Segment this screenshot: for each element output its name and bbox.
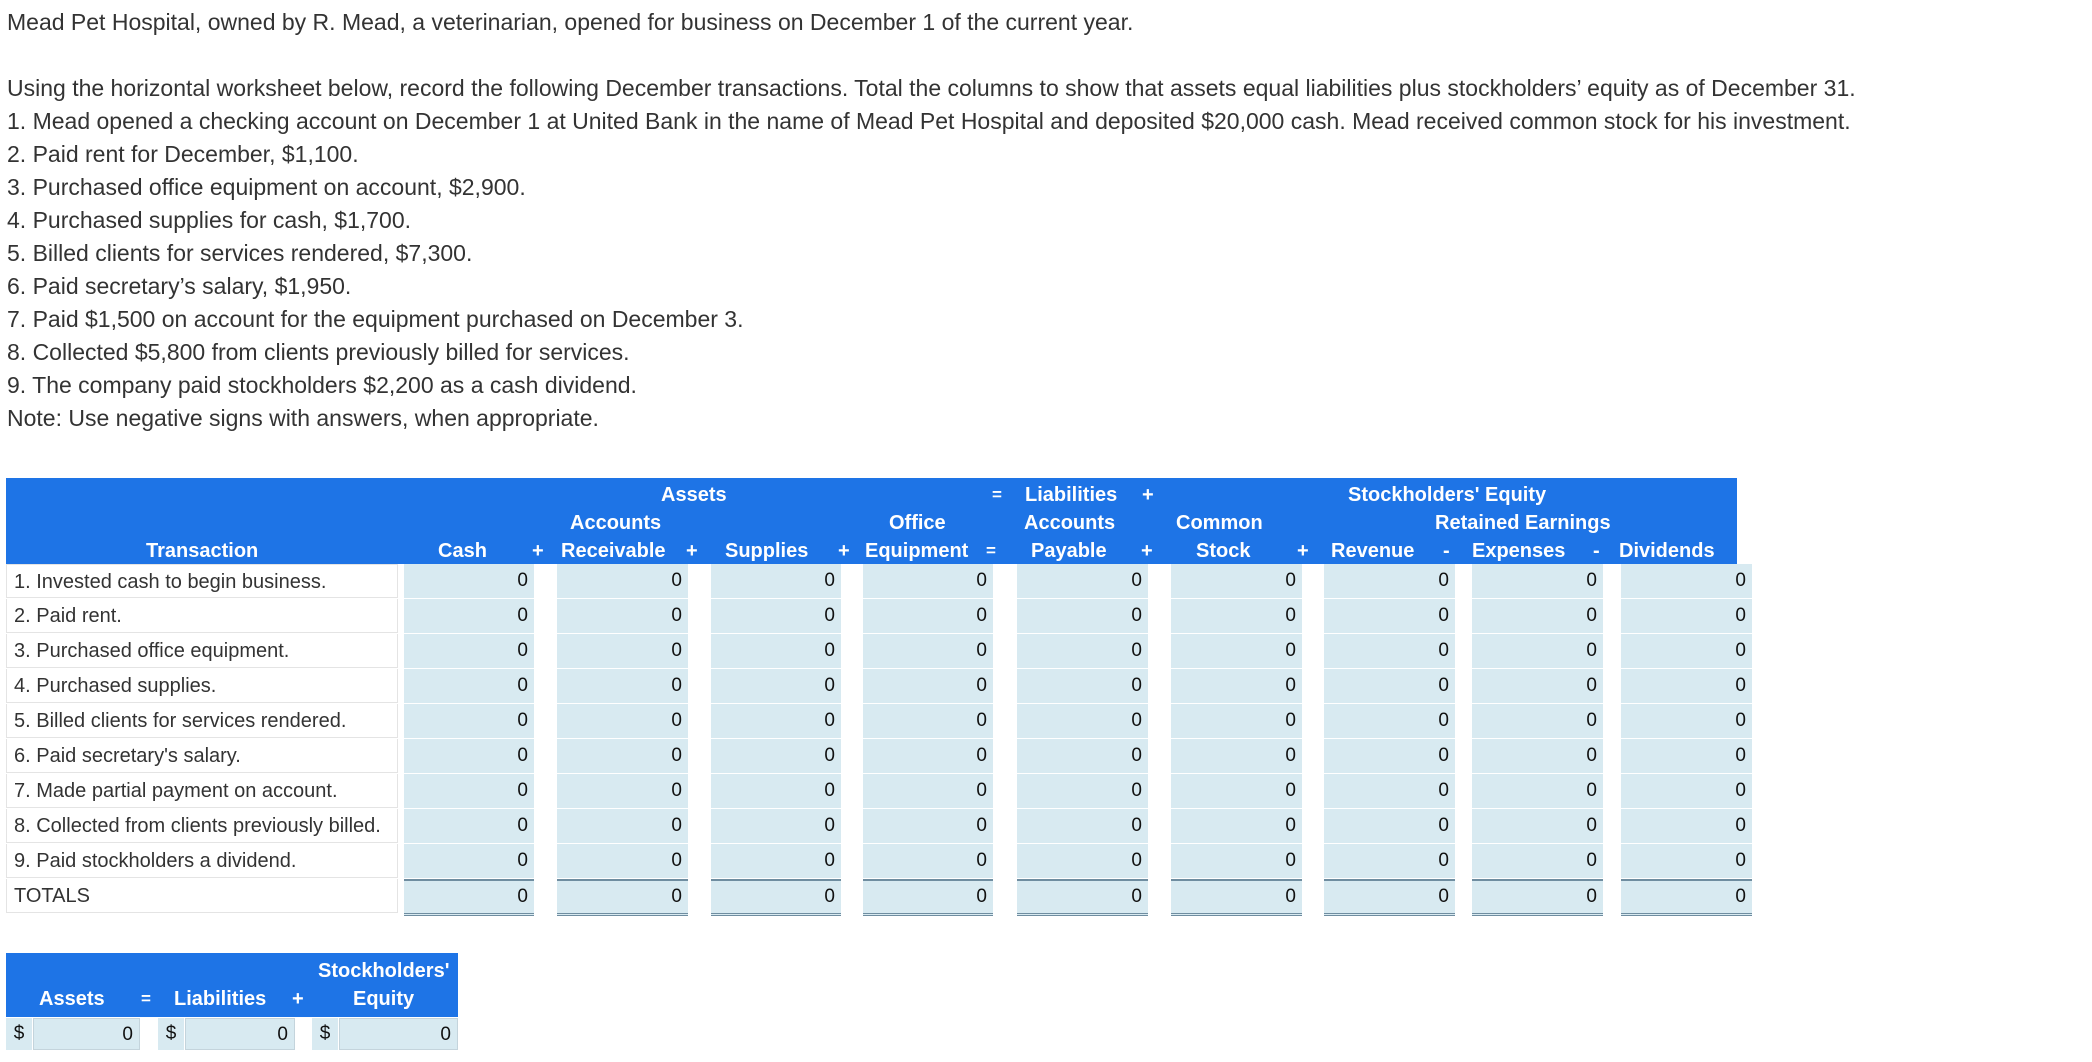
transaction-row [6, 704, 1746, 739]
revenue-input[interactable]: 0 [1324, 669, 1455, 703]
plus-operator: + [838, 540, 850, 562]
cash-col-header: Cash [438, 540, 487, 562]
transaction-row [6, 739, 1746, 774]
accounts-receivable-input[interactable]: 0 [557, 634, 688, 668]
office-equipment-input[interactable]: 0 [863, 634, 993, 668]
transaction-label: 2. Paid rent. [6, 599, 398, 633]
cash-input[interactable]: 0 [404, 669, 534, 703]
accounts-receivable-input[interactable]: 0 [557, 564, 688, 598]
total-common-stock-input[interactable]: 0 [1171, 879, 1302, 916]
revenue-input[interactable]: 0 [1324, 739, 1455, 773]
expenses-col-header: Expenses [1472, 540, 1566, 562]
transaction-label: 3. Purchased office equipment. [6, 634, 398, 668]
equals-operator: = [141, 989, 151, 1008]
currency-symbol: $ [158, 1018, 184, 1050]
office-equipment-input[interactable]: 0 [863, 739, 993, 773]
dividends-input[interactable]: 0 [1621, 599, 1752, 633]
transaction-item: 3. Purchased office equipment on account, $2,900. [7, 174, 526, 200]
transaction-label: 4. Purchased supplies. [6, 669, 398, 703]
expenses-input[interactable]: 0 [1472, 634, 1603, 668]
accounts-receivable-input[interactable]: 0 [557, 739, 688, 773]
transaction-item: 9. The company paid stockholders $2,200 as a cash dividend. [7, 372, 637, 398]
transaction-label: 1. Invested cash to begin business. [6, 564, 398, 598]
supplies-input[interactable]: 0 [711, 669, 841, 703]
transaction-item: 1. Mead opened a checking account on December 1 at United Bank in the name of Mead Pet Hospital and deposited $20,000 cash. Mead received common stock for his investment. [7, 108, 1851, 134]
problem-statement [7, 6, 1856, 435]
accounts-payable-input[interactable]: 0 [1017, 564, 1148, 598]
transaction-label: 5. Billed clients for services rendered. [6, 704, 398, 738]
equals-operator: = [992, 485, 1002, 504]
currency-symbol: $ [312, 1018, 338, 1050]
dividends-input[interactable]: 0 [1621, 774, 1752, 808]
revenue-input[interactable]: 0 [1324, 774, 1455, 808]
total-expenses-input[interactable]: 0 [1472, 879, 1603, 916]
equity-group-header: Stockholders' Equity [1348, 484, 1547, 506]
minus-operator: - [1443, 540, 1450, 562]
total-revenue-input[interactable]: 0 [1324, 879, 1455, 916]
supplies-input[interactable]: 0 [711, 564, 841, 598]
accounting-equation-summary [6, 953, 458, 1050]
expenses-input[interactable]: 0 [1472, 564, 1603, 598]
office-equipment-input[interactable]: 0 [863, 669, 993, 703]
horizontal-worksheet [6, 478, 1746, 914]
accounts-receivable-input[interactable]: 0 [557, 774, 688, 808]
expenses-input[interactable]: 0 [1472, 669, 1603, 703]
cash-input[interactable]: 0 [404, 739, 534, 773]
cash-input[interactable]: 0 [404, 844, 534, 878]
transaction-item: 2. Paid rent for December, $1,100. [7, 141, 359, 167]
accounts-payable-input[interactable]: 0 [1017, 844, 1148, 878]
expenses-input[interactable]: 0 [1472, 809, 1603, 843]
expenses-input[interactable]: 0 [1472, 704, 1603, 738]
plus-operator: + [1141, 540, 1153, 562]
summary-assets-input[interactable]: 0 [33, 1018, 140, 1050]
summary-header [6, 953, 458, 1017]
dividends-input[interactable]: 0 [1621, 669, 1752, 703]
note: Note: Use negative signs with answers, when appropriate. [7, 405, 599, 431]
supplies-input[interactable]: 0 [711, 739, 841, 773]
transaction-label: 6. Paid secretary's salary. [6, 739, 398, 773]
plus-operator: + [1297, 540, 1309, 562]
common-stock-input[interactable]: 0 [1171, 774, 1302, 808]
ap-col-header-top: Accounts [1024, 512, 1116, 534]
supplies-input[interactable]: 0 [711, 634, 841, 668]
cash-input[interactable]: 0 [404, 809, 534, 843]
common-stock-input[interactable]: 0 [1171, 739, 1302, 773]
accounts-payable-input[interactable]: 0 [1017, 774, 1148, 808]
total-office-equipment-input[interactable]: 0 [863, 879, 993, 916]
cs-col-header-top: Common [1176, 512, 1263, 534]
office-equipment-input[interactable]: 0 [863, 809, 993, 843]
dividends-input[interactable]: 0 [1621, 739, 1752, 773]
transaction-row [6, 564, 1746, 599]
common-stock-input[interactable]: 0 [1171, 564, 1302, 598]
worksheet-body [6, 564, 1746, 914]
common-stock-input[interactable]: 0 [1171, 599, 1302, 633]
summary-values-row [6, 1018, 458, 1050]
cash-input[interactable]: 0 [404, 564, 534, 598]
office-equipment-input[interactable]: 0 [863, 704, 993, 738]
retained-earnings-header: Retained Earnings [1435, 512, 1611, 534]
dividends-col-header: Dividends [1619, 540, 1715, 562]
transaction-row [6, 774, 1746, 809]
common-stock-input[interactable]: 0 [1171, 669, 1302, 703]
ap-col-header-bottom: Payable [1031, 540, 1107, 562]
transaction-row [6, 599, 1746, 634]
supplies-input[interactable]: 0 [711, 809, 841, 843]
summary-equity-label-bottom: Equity [353, 988, 415, 1010]
expenses-input[interactable]: 0 [1472, 739, 1603, 773]
common-stock-input[interactable]: 0 [1171, 634, 1302, 668]
expenses-input[interactable]: 0 [1472, 774, 1603, 808]
accounts-payable-input[interactable]: 0 [1017, 739, 1148, 773]
totals-label: TOTALS [6, 879, 398, 913]
office-equipment-input[interactable]: 0 [863, 599, 993, 633]
ar-col-header-bottom: Receivable [561, 540, 666, 562]
accounts-receivable-input[interactable]: 0 [557, 809, 688, 843]
supplies-col-header: Supplies [725, 540, 809, 562]
plus-operator: + [292, 988, 304, 1010]
cash-input[interactable]: 0 [404, 774, 534, 808]
accounts-receivable-input[interactable]: 0 [557, 599, 688, 633]
transaction-label: 9. Paid stockholders a dividend. [6, 844, 398, 878]
summary-assets-label: Assets [39, 988, 105, 1010]
oe-col-header-bottom: Equipment [865, 540, 969, 562]
assets-group-header: Assets [661, 484, 727, 506]
office-equipment-input[interactable]: 0 [863, 564, 993, 598]
plus-operator: + [532, 540, 544, 562]
common-stock-input[interactable]: 0 [1171, 809, 1302, 843]
revenue-input[interactable]: 0 [1324, 564, 1455, 598]
office-equipment-input[interactable]: 0 [863, 774, 993, 808]
summary-liabilities-label: Liabilities [174, 988, 267, 1010]
supplies-input[interactable]: 0 [711, 704, 841, 738]
transaction-row [6, 809, 1746, 844]
cash-input[interactable]: 0 [404, 634, 534, 668]
office-equipment-input[interactable]: 0 [863, 844, 993, 878]
currency-symbol: $ [6, 1018, 32, 1050]
revenue-col-header: Revenue [1331, 540, 1415, 562]
supplies-input[interactable]: 0 [711, 599, 841, 633]
minus-operator: - [1593, 540, 1600, 562]
transaction-item: 5. Billed clients for services rendered, $7,300. [7, 240, 473, 266]
accounts-payable-input[interactable]: 0 [1017, 809, 1148, 843]
cs-col-header-bottom: Stock [1196, 540, 1251, 562]
total-dividends-input[interactable]: 0 [1621, 879, 1752, 916]
cash-input[interactable]: 0 [404, 599, 534, 633]
revenue-input[interactable]: 0 [1324, 809, 1455, 843]
common-stock-input[interactable]: 0 [1171, 704, 1302, 738]
accounts-payable-input[interactable]: 0 [1017, 704, 1148, 738]
accounts-receivable-input[interactable]: 0 [557, 704, 688, 738]
summary-equity-input[interactable]: 0 [339, 1018, 458, 1050]
dividends-input[interactable]: 0 [1621, 564, 1752, 598]
ar-col-header-top: Accounts [570, 512, 662, 534]
total-supplies-input[interactable]: 0 [711, 879, 841, 916]
accounts-receivable-input[interactable]: 0 [557, 669, 688, 703]
equals-operator: = [986, 541, 996, 560]
expenses-input[interactable]: 0 [1472, 844, 1603, 878]
transaction-label: 8. Collected from clients previously billed. [6, 809, 398, 843]
transaction-item: 4. Purchased supplies for cash, $1,700. [7, 207, 412, 233]
dividends-input[interactable]: 0 [1621, 704, 1752, 738]
transaction-item: 8. Collected $5,800 from clients previously billed for services. [7, 339, 630, 365]
plus-operator: + [686, 540, 698, 562]
totals-row [6, 879, 1746, 914]
common-stock-input[interactable]: 0 [1171, 844, 1302, 878]
transaction-col-header: Transaction [146, 540, 259, 562]
summary-equity-label-top: Stockholders' [318, 960, 450, 982]
supplies-input[interactable]: 0 [711, 774, 841, 808]
transaction-item: 6. Paid secretary’s salary, $1,950. [7, 273, 352, 299]
dividends-input[interactable]: 0 [1621, 844, 1752, 878]
revenue-input[interactable]: 0 [1324, 844, 1455, 878]
cash-input[interactable]: 0 [404, 704, 534, 738]
transaction-label: 7. Made partial payment on account. [6, 774, 398, 808]
transaction-row [6, 669, 1746, 704]
supplies-input[interactable]: 0 [711, 844, 841, 878]
expenses-input[interactable]: 0 [1472, 599, 1603, 633]
accounts-payable-input[interactable]: 0 [1017, 634, 1148, 668]
revenue-input[interactable]: 0 [1324, 599, 1455, 633]
revenue-input[interactable]: 0 [1324, 704, 1455, 738]
transaction-row [6, 844, 1746, 879]
transaction-item: 7. Paid $1,500 on account for the equipment purchased on December 3. [7, 306, 744, 332]
summary-liabilities-input[interactable]: 0 [185, 1018, 295, 1050]
instructions: Using the horizontal worksheet below, record the following December transactions. Total the columns to show that assets equal liabilities plus stockholders’ equity as of December 31. [7, 75, 1856, 101]
total-accounts-receivable-input[interactable]: 0 [557, 879, 688, 916]
plus-operator: + [1142, 484, 1154, 506]
dividends-input[interactable]: 0 [1621, 809, 1752, 843]
worksheet-header [6, 478, 1737, 564]
accounts-payable-input[interactable]: 0 [1017, 669, 1148, 703]
total-cash-input[interactable]: 0 [404, 879, 534, 916]
oe-col-header-top: Office [889, 512, 946, 534]
revenue-input[interactable]: 0 [1324, 634, 1455, 668]
intro-line: Mead Pet Hospital, owned by R. Mead, a veterinarian, opened for business on December 1 of the current year. [7, 9, 1134, 35]
liabilities-group-header: Liabilities [1025, 484, 1118, 506]
dividends-input[interactable]: 0 [1621, 634, 1752, 668]
transaction-row [6, 634, 1746, 669]
accounts-receivable-input[interactable]: 0 [557, 844, 688, 878]
total-accounts-payable-input[interactable]: 0 [1017, 879, 1148, 916]
accounts-payable-input[interactable]: 0 [1017, 599, 1148, 633]
